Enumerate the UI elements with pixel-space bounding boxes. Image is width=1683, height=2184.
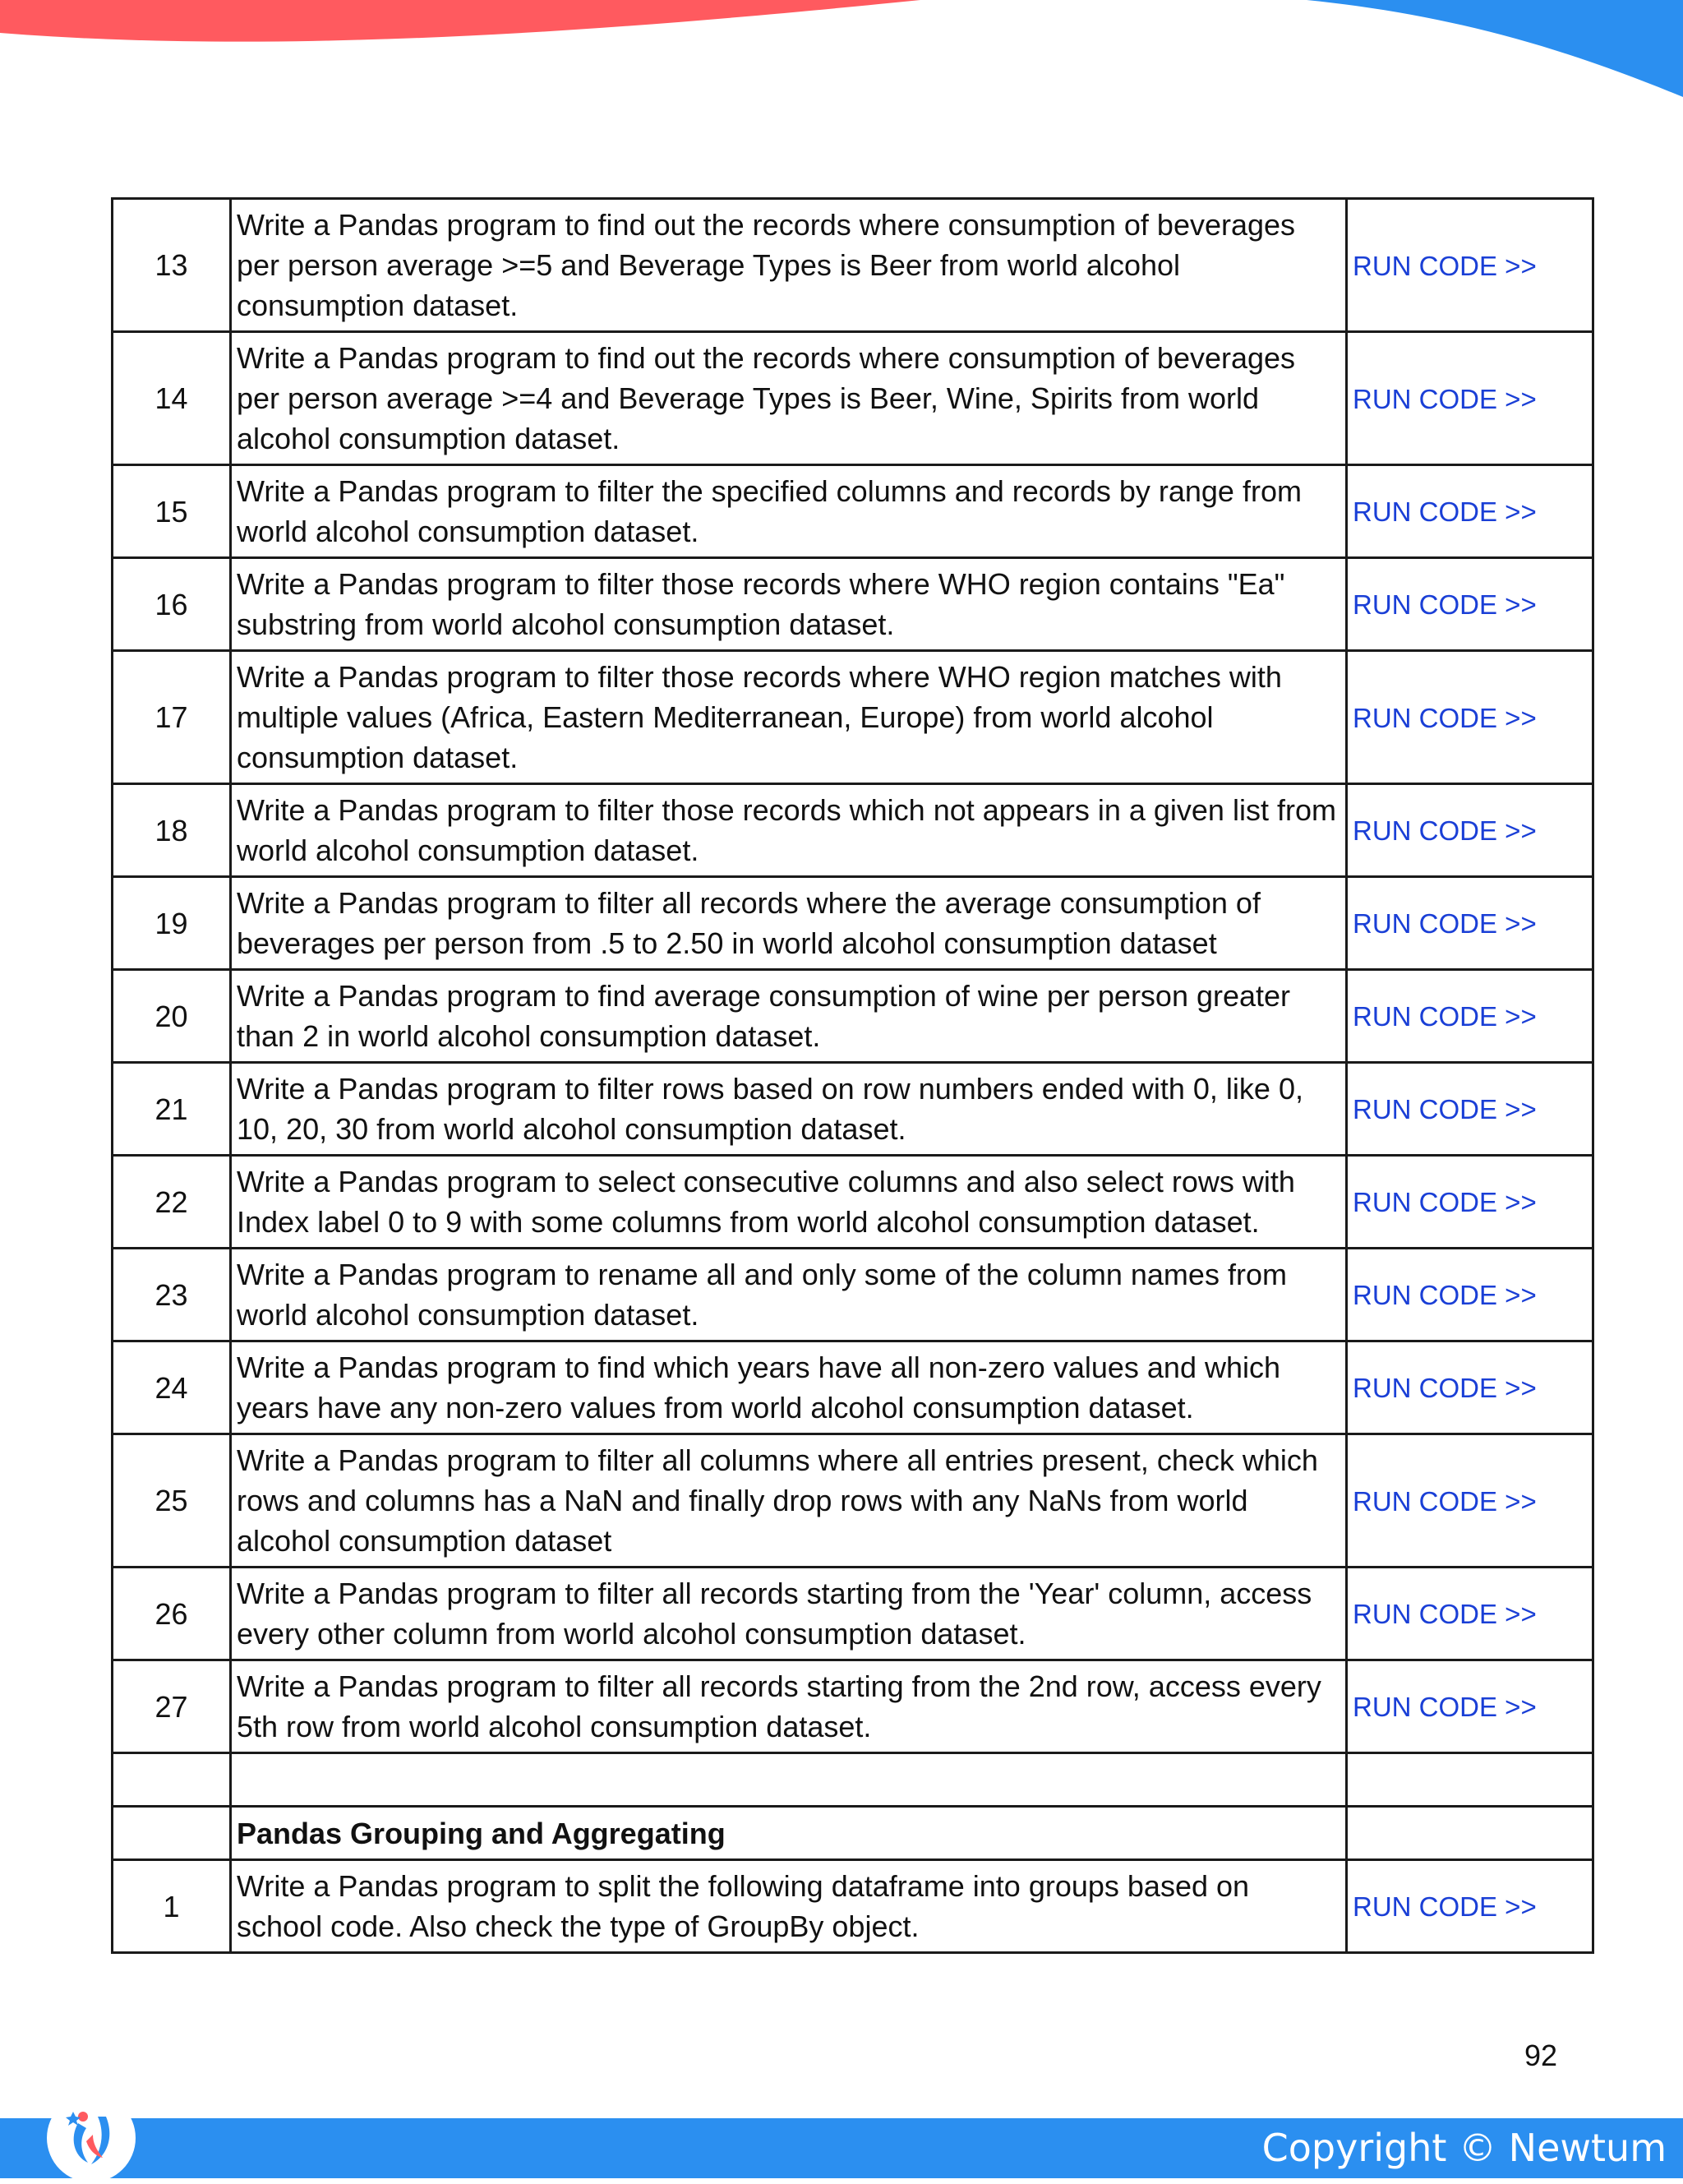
exercise-description: Write a Pandas program to filter those records where WHO region matches with multiple values (Africa, Eastern Mediterranean, Europe) from world alcohol consumption dataset.	[231, 651, 1347, 784]
run-code-link[interactable]: RUN CODE >>	[1353, 1280, 1537, 1310]
exercise-number: 13	[113, 199, 231, 332]
exercise-number: 21	[113, 1063, 231, 1156]
run-code-cell	[1347, 199, 1593, 332]
empty-cell	[231, 1753, 1347, 1807]
exercise-number: 18	[113, 784, 231, 877]
run-code-cell	[1347, 1860, 1593, 1953]
exercise-description: Write a Pandas program to find which years have all non-zero values and which years have any non-zero values from world alcohol consumption dataset.	[231, 1341, 1347, 1434]
copyright-text: Copyright © Newtum	[1261, 2126, 1667, 2170]
exercise-number: 25	[113, 1434, 231, 1568]
exercise-number: 22	[113, 1156, 231, 1249]
run-code-link[interactable]: RUN CODE >>	[1353, 1187, 1537, 1217]
run-code-link[interactable]: RUN CODE >>	[1353, 1373, 1537, 1403]
exercise-description: Write a Pandas program to filter those records which not appears in a given list from world alcohol consumption dataset.	[231, 784, 1347, 877]
run-code-link[interactable]: RUN CODE >>	[1353, 250, 1537, 281]
table-row	[113, 465, 1593, 558]
run-code-link[interactable]: RUN CODE >>	[1353, 589, 1537, 620]
newtum-logo-icon	[45, 2092, 137, 2184]
section-header-row	[113, 1807, 1593, 1860]
empty-cell	[1347, 1753, 1593, 1807]
run-code-link[interactable]: RUN CODE >>	[1353, 815, 1537, 846]
table-row	[113, 1341, 1593, 1434]
table-row	[113, 1860, 1593, 1953]
run-code-cell	[1347, 1660, 1593, 1753]
exercise-description: Write a Pandas program to filter all records starting from the 'Year' column, access every other column from world alcohol consumption dataset.	[231, 1568, 1347, 1660]
exercise-number: 1	[113, 1860, 231, 1953]
run-code-cell	[1347, 465, 1593, 558]
exercise-number: 14	[113, 332, 231, 465]
run-code-cell	[1347, 784, 1593, 877]
exercise-table	[111, 197, 1594, 1954]
exercise-number: 19	[113, 877, 231, 970]
separator-rows	[113, 1753, 1593, 1860]
exercise-description: Write a Pandas program to find average consumption of wine per person greater than 2 in world alcohol consumption dataset.	[231, 970, 1347, 1063]
table-row	[113, 1063, 1593, 1156]
page-number: 92	[1524, 2039, 1558, 2072]
table-row	[113, 784, 1593, 877]
section-title: Pandas Grouping and Aggregating	[231, 1807, 1347, 1860]
header-red-wave	[0, 0, 920, 42]
empty-row	[113, 1753, 1593, 1807]
header-decoration	[0, 0, 1683, 107]
header-blue-wave	[1307, 0, 1683, 97]
exercise-description: Write a Pandas program to filter rows based on row numbers ended with 0, like 0, 10, 20, 30 from world alcohol consumption dataset.	[231, 1063, 1347, 1156]
run-code-cell	[1347, 558, 1593, 651]
exercise-description: Write a Pandas program to filter those records where WHO region contains "Ea" substring from world alcohol consumption dataset.	[231, 558, 1347, 651]
run-code-cell	[1347, 877, 1593, 970]
exercise-description: Write a Pandas program to rename all and only some of the column names from world alcohol consumption dataset.	[231, 1249, 1347, 1341]
run-code-cell	[1347, 332, 1593, 465]
exercise-description: Write a Pandas program to find out the records where consumption of beverages per person average >=5 and Beverage Types is Beer from world alcohol consumption dataset.	[231, 199, 1347, 332]
exercise-rows	[113, 199, 1593, 1753]
run-code-cell	[1347, 1156, 1593, 1249]
table-row	[113, 1568, 1593, 1660]
footer-bar	[0, 2118, 1683, 2178]
exercise-number: 23	[113, 1249, 231, 1341]
empty-cell	[113, 1807, 231, 1860]
exercise-number: 24	[113, 1341, 231, 1434]
run-code-cell	[1347, 1434, 1593, 1568]
exercise-description: Write a Pandas program to filter the specified columns and records by range from world alcohol consumption dataset.	[231, 465, 1347, 558]
run-code-link[interactable]: RUN CODE >>	[1353, 908, 1537, 939]
exercise-description: Write a Pandas program to select consecutive columns and also select rows with Index label 0 to 9 with some columns from world alcohol consumption dataset.	[231, 1156, 1347, 1249]
table-row	[113, 877, 1593, 970]
grouping-exercise-rows	[113, 1860, 1593, 1953]
exercise-description: Write a Pandas program to filter all records starting from the 2nd row, access every 5th row from world alcohol consumption dataset.	[231, 1660, 1347, 1753]
table-row	[113, 332, 1593, 465]
exercise-description: Write a Pandas program to filter all records where the average consumption of beverages per person from .5 to 2.50 in world alcohol consumption dataset	[231, 877, 1347, 970]
empty-cell	[1347, 1807, 1593, 1860]
exercise-description: Write a Pandas program to split the following dataframe into groups based on school code. Also check the type of GroupBy object.	[231, 1860, 1347, 1953]
run-code-link[interactable]: RUN CODE >>	[1353, 383, 1537, 414]
table-row	[113, 651, 1593, 784]
exercise-description: Write a Pandas program to find out the records where consumption of beverages per person average >=4 and Beverage Types is Beer, Wine, Spirits from world alcohol consumption dataset.	[231, 332, 1347, 465]
run-code-link[interactable]: RUN CODE >>	[1353, 496, 1537, 527]
run-code-link[interactable]: RUN CODE >>	[1353, 1891, 1537, 1922]
exercise-number: 15	[113, 465, 231, 558]
table-row	[113, 199, 1593, 332]
run-code-cell	[1347, 1568, 1593, 1660]
run-code-link[interactable]: RUN CODE >>	[1353, 1485, 1537, 1517]
table-row	[113, 1156, 1593, 1249]
table-row	[113, 970, 1593, 1063]
run-code-cell	[1347, 1063, 1593, 1156]
table-row	[113, 558, 1593, 651]
run-code-cell	[1347, 970, 1593, 1063]
exercise-number: 27	[113, 1660, 231, 1753]
run-code-cell	[1347, 1341, 1593, 1434]
run-code-cell	[1347, 651, 1593, 784]
run-code-link[interactable]: RUN CODE >>	[1353, 1692, 1537, 1722]
table-row	[113, 1660, 1593, 1753]
exercise-number: 16	[113, 558, 231, 651]
exercise-number: 26	[113, 1568, 231, 1660]
exercise-description: Write a Pandas program to filter all columns where all entries present, check which rows and columns has a NaN and finally drop rows with any NaNs from world alcohol consumption dataset	[231, 1434, 1347, 1568]
exercise-number: 17	[113, 651, 231, 784]
table-row	[113, 1249, 1593, 1341]
run-code-link[interactable]: RUN CODE >>	[1353, 1094, 1537, 1124]
exercise-number: 20	[113, 970, 231, 1063]
empty-cell	[113, 1753, 231, 1807]
table-row	[113, 1434, 1593, 1568]
run-code-link[interactable]: RUN CODE >>	[1353, 702, 1537, 733]
run-code-cell	[1347, 1249, 1593, 1341]
run-code-link[interactable]: RUN CODE >>	[1353, 1001, 1537, 1032]
run-code-link[interactable]: RUN CODE >>	[1353, 1599, 1537, 1629]
